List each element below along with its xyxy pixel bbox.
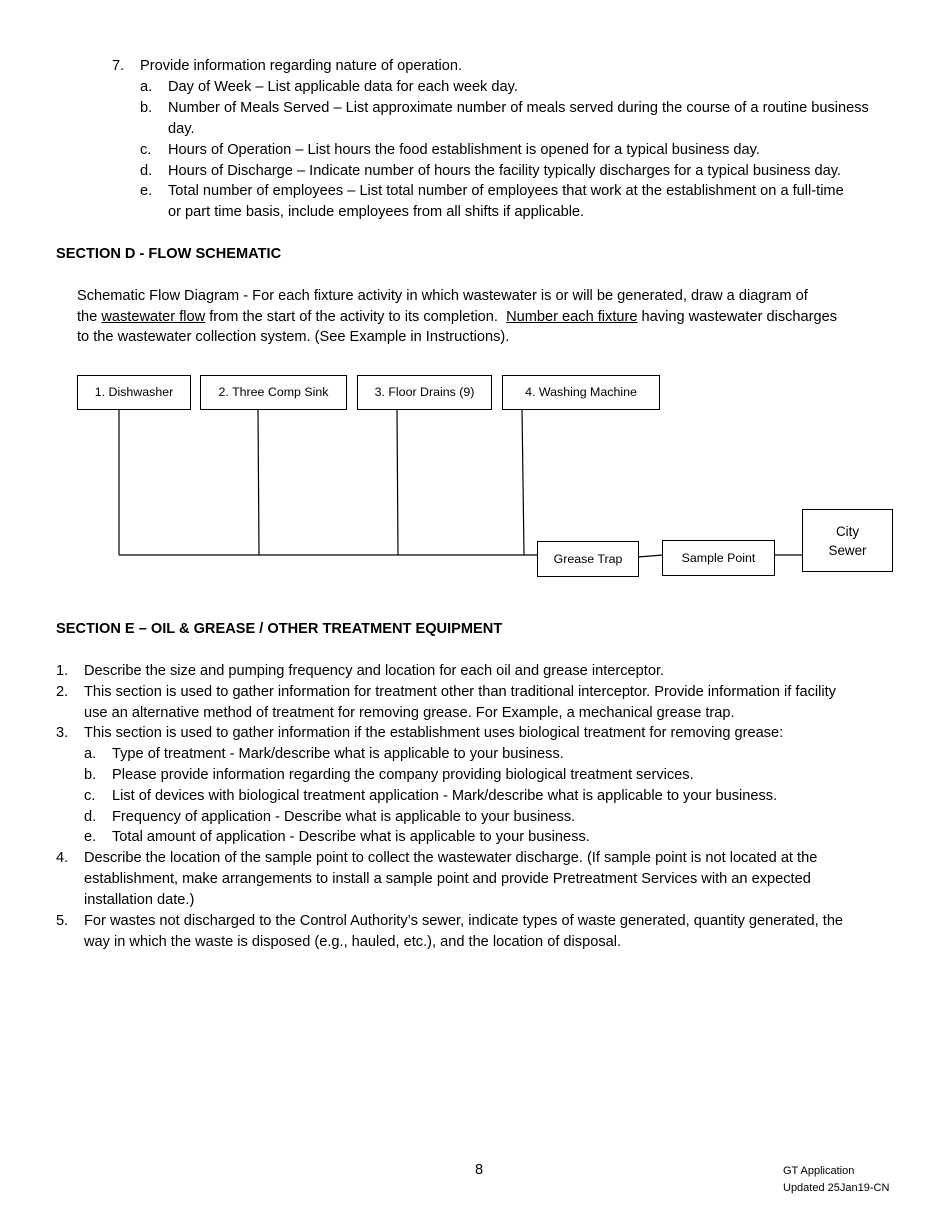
list-text: Describe the size and pumping frequency and location for each oil and grease interceptor. <box>84 663 665 679</box>
list-number: 4. <box>56 850 69 866</box>
trap-to-sample-line <box>638 555 663 557</box>
intro-line: Schematic Flow Diagram - For each fixture activity in which wastewater is or will be generated, draw a diagram of <box>77 288 808 304</box>
sub-text: Hours of Discharge – Indicate number of hours the facility typically discharges for a typical business day. <box>168 163 841 179</box>
sub-text: Type of treatment - Mark/describe what is applicable to your business. <box>112 746 564 762</box>
city-sewer-box <box>802 509 893 572</box>
sub-text: Number of Meals Served – List approximate number of meals served during the course of a routine business <box>168 100 869 116</box>
sub-letter: d. <box>140 163 153 179</box>
sub-letter: d. <box>84 809 97 825</box>
drain-line-4 <box>522 409 524 555</box>
city-sewer-label: Sewer <box>828 542 867 558</box>
list-text: installation date.) <box>84 892 195 908</box>
sub-text: Hours of Operation – List hours the food establishment is opened for a typical business day. <box>168 142 760 158</box>
sub-letter: b. <box>84 767 97 783</box>
list-text: use an alternative method of treatment for removing grease. For Example, a mechanical grease trap. <box>84 705 735 721</box>
sub-text: Day of Week – List applicable data for each week day. <box>168 79 518 95</box>
underlined-term: wastewater flow <box>101 309 206 325</box>
sub-text: Total number of employees – List total number of employees that work at the establishment on a full-time <box>168 183 844 199</box>
sample-point-box: Sample Point <box>662 540 775 576</box>
sub-letter: e. <box>84 829 97 845</box>
list-number: 5. <box>56 913 69 929</box>
footer-doc-title: GT Application <box>783 1165 855 1177</box>
fixture-box-washing-machine: 4. Washing Machine <box>502 375 660 410</box>
list-number: 7. <box>112 58 125 74</box>
list-text: This section is used to gather information for treatment other than traditional interceptor. Provide information if facility <box>84 684 836 700</box>
drain-line-2 <box>258 409 259 555</box>
sub-text: Total amount of application - Describe what is applicable to your business. <box>112 829 590 845</box>
page-number: 8 <box>475 1162 484 1178</box>
fixture-box-floor-drains: 3. Floor Drains (9) <box>357 375 492 410</box>
intro-text: having wastewater discharges <box>637 309 838 325</box>
section-d-heading: SECTION D - FLOW SCHEMATIC <box>56 246 282 262</box>
list-text: establishment, make arrangements to install a sample point and provide Pretreatment Services with an expected <box>84 871 811 887</box>
list-text: This section is used to gather information if the establishment uses biological treatment for removing grease: <box>84 725 784 741</box>
list-text: For wastes not discharged to the Control Authority’s sewer, indicate types of waste generated, quantity generated, the <box>84 913 844 929</box>
grease-trap-box: Grease Trap <box>537 541 639 577</box>
sub-letter: a. <box>140 79 153 95</box>
intro-text: from the start of the activity to its completion. <box>205 309 507 325</box>
sub-text: or part time basis, include employees from all shifts if applicable. <box>168 204 585 220</box>
sub-text: List of devices with biological treatment application - Mark/describe what is applicable to your business. <box>112 788 778 804</box>
section-e-heading: SECTION E – OIL & GREASE / OTHER TREATMENT EQUIPMENT <box>56 621 503 637</box>
city-sewer-label: City <box>835 523 860 539</box>
list-text: Describe the location of the sample point to collect the wastewater discharge. (If sample point is not located at the <box>84 850 818 866</box>
list-text: way in which the waste is disposed (e.g., hauled, etc.), and the location of disposal. <box>84 934 622 950</box>
list-text: Provide information regarding nature of operation. <box>140 58 463 74</box>
sub-letter: a. <box>84 746 97 762</box>
list-number: 3. <box>56 725 69 741</box>
sub-text: Frequency of application - Describe what is applicable to your business. <box>112 809 576 825</box>
fixture-box-dishwasher: 1. Dishwasher <box>77 375 191 410</box>
list-number: 2. <box>56 684 69 700</box>
fixture-box-three-comp-sink: 2. Three Comp Sink <box>200 375 347 410</box>
footer-doc-updated: Updated 25Jan19-CN <box>783 1182 890 1194</box>
drain-line-3 <box>397 409 398 555</box>
underlined-term: Number each fixture <box>506 309 638 325</box>
sub-letter: b. <box>140 100 153 116</box>
sub-text: Please provide information regarding the company providing biological treatment services. <box>112 767 694 783</box>
intro-line: to the wastewater collection system. (See Example in Instructions). <box>77 329 510 345</box>
intro-text: the <box>77 309 102 325</box>
sub-letter: c. <box>84 788 96 804</box>
list-number: 1. <box>56 663 69 679</box>
sub-text: day. <box>168 121 195 137</box>
sub-letter: c. <box>140 142 152 158</box>
sub-letter: e. <box>140 183 153 199</box>
